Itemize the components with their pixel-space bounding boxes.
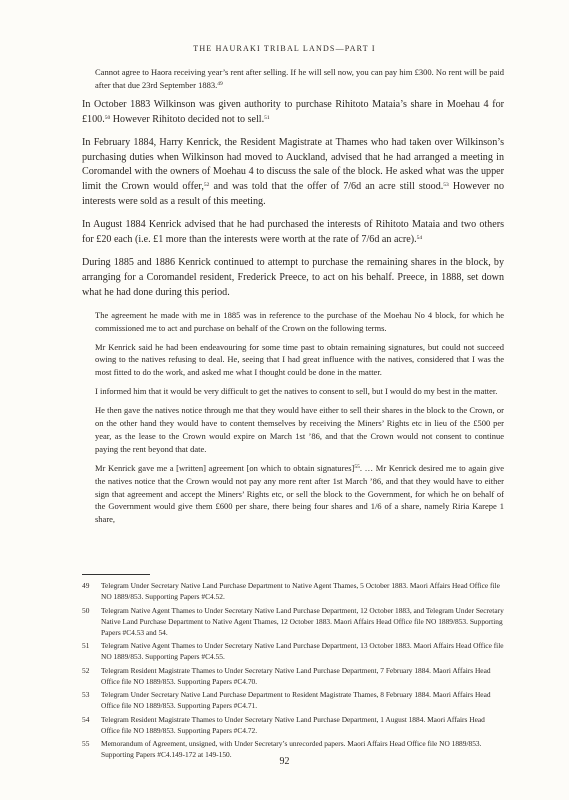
footnote [82, 714, 504, 736]
footnote-ref[interactable]: 52 [203, 182, 210, 189]
block-quote: Mr Kenrick said he had been endeavouring for some time past to obtain remaining signatures, but could not succeed owing to the natives refusing to deal. He, seeing that I had great influence with the natives, considered that I was the most fitted to do the work, and asked me what I thought could be done in the matter. [95, 341, 504, 378]
footnote [82, 580, 504, 602]
footnote-ref[interactable]: 51 [264, 114, 270, 121]
footnote-ref[interactable]: 55 [354, 463, 360, 470]
footnote-text: Memorandum of Agreement, unsigned, with Under Secretary’s unrecorded papers. Maori Affairs Head Office file NO 1889/853. Supporting Papers #C4.149-172 at 149-150. [101, 739, 482, 759]
block-quote: He then gave the natives notice through me that they would have either to sell their shares in the block to the Crown, or on the other hand they would have to content themselves by receiving the Miners’ Rights etc in lieu of the £500 per year, as the lease to the Crown would expire on March 1st ’86, and that the Crown would not consent to continue paying the rent beyond that date. [95, 405, 504, 454]
footnote-text: Telegram Under Secretary Native Land Purchase Department to Native Agent Thames, 5 October 1883. Maori Affairs Head Office file NO 1889/853. Supporting Papers #C4.52. [101, 581, 500, 601]
footnote-text: Telegram Resident Magistrate Thames to Under Secretary Native Land Purchase Department, 7 February 1884. Maori Affairs Head Office file NO 1889/853. Supporting Papers #C4.70. [101, 665, 491, 686]
footnote [82, 605, 504, 638]
block-quote: I informed him that it would be very difficult to get the natives to consent to sell, but I would do my best in the matter. [95, 386, 498, 397]
page-number: 92 [279, 756, 290, 767]
footnote-number: 54 [82, 714, 90, 724]
footnote-ref[interactable]: 54 [416, 235, 423, 242]
paragraph: In August 1884 Kenrick advised that he had purchased the interests of Rihitoto Mataia and two others for £20 each (i.e. £1 more than the interests were worth at the rate of 7/6d an acre).$^{54}$ [82, 219, 504, 246]
block-quote: The agreement he made with me in 1885 was in reference to the purchase of the Moehau No 4 block, for which he commissioned me to act and purchase on behalf of the Crown on the following terms. [95, 309, 504, 333]
block-quote: Mr Kenrick gave me a [written] agreement [on which to obtain signatures]$^{55}$. … Mr Kenrick desired me to again give the natives notice that the Crown would not pay any more rent after 1st March ’86, and that they would have to either sign that agreement and accept the Miners’ Rights etc, or sell the block to the Government, for which he on behalf of the Government would give them £600 per share, there being four shares and 1/6 of a share, namely Riria Karepe 1 share, [95, 462, 504, 525]
footnote [82, 665, 504, 687]
main-text [82, 66, 504, 532]
footnote-text: Telegram Native Agent Thames to Under Secretary Native Land Purchase Department, 12 October 1883, and Telegram Under Secretary Native Land Purchase Department to Native Agent Thames, 12 October 1883. Maori Affairs Head Office file NO 1889/853. Supporting Papers #C4.53 and 54. [101, 605, 504, 637]
footnote-text: Telegram Native Agent Thames to Under Secretary Native Land Purchase Department, 13 October 1883. Maori Affairs Head Office file NO 1889/853. Supporting Papers #C4.55. [101, 641, 504, 661]
footnote-ref[interactable]: 50 [104, 114, 111, 121]
footnote-text: Telegram Under Secretary Native Land Purchase Department to Resident Magistrate Thames, 8 February 1884. Maori Affairs Head Office file NO 1889/853. Supporting Papers #C4.71. [101, 690, 491, 710]
block-quote: Cannot agree to Haora receiving year’s rent after selling. If he will sell now, you can pay him £300. No rent will be paid after that due 23rd September 1883.49 [95, 67, 504, 90]
footnote-ref[interactable]: 49 [217, 80, 223, 87]
footnote-number: 52 [82, 665, 90, 675]
footnote-number: 50 [82, 605, 90, 615]
paragraph: During 1885 and 1886 Kenrick continued to attempt to purchase the remaining shares in the block, by arranging for a Coromandel resident, Frederick Preece, to act on his behalf. Preece, in 1888, set down what he had done during this period. [82, 256, 504, 298]
footnote-number: 55 [82, 739, 90, 748]
footnote-number: 53 [82, 690, 90, 699]
footnote-number: 51 [82, 641, 90, 650]
footnote-text: Telegram Resident Magistrate Thames to Under Secretary Native Land Purchase Department, 1 August 1884. Maori Affairs Head Office file NO 1889/853. Supporting Papers #C4.72. [101, 714, 485, 735]
footnote-number: 49 [82, 581, 90, 590]
footnote [82, 640, 504, 662]
footnote-divider [82, 574, 150, 575]
footnote [82, 689, 504, 711]
running-header: THE HAURAKI TRIBAL LANDS—PART I [193, 44, 376, 53]
paragraph: In October 1883 Wilkinson was given authority to purchase Rihitoto Mataia’s share in Moehau 4 for £100.50 However Rihitoto decided not to sell.$^{51}$ [82, 98, 504, 125]
paragraph: In February 1884, Harry Kenrick, the Resident Magistrate at Thames who had taken over Wilkinson’s purchasing duties when Wilkinson had moved to Auckland, advised that he had arranged a meeting in Coromandel with the owners of Moehau 4 to discuss the sale of the block. He asked what was the upper limit the Crown would offer,$^{52}$ and was told that the offer of 7/6d an acre still stood.$^{53}$ However no interests were sold as a result of this meeting. [82, 136, 504, 208]
footnote-ref[interactable]: 53 [443, 182, 449, 189]
footnotes [82, 580, 504, 763]
